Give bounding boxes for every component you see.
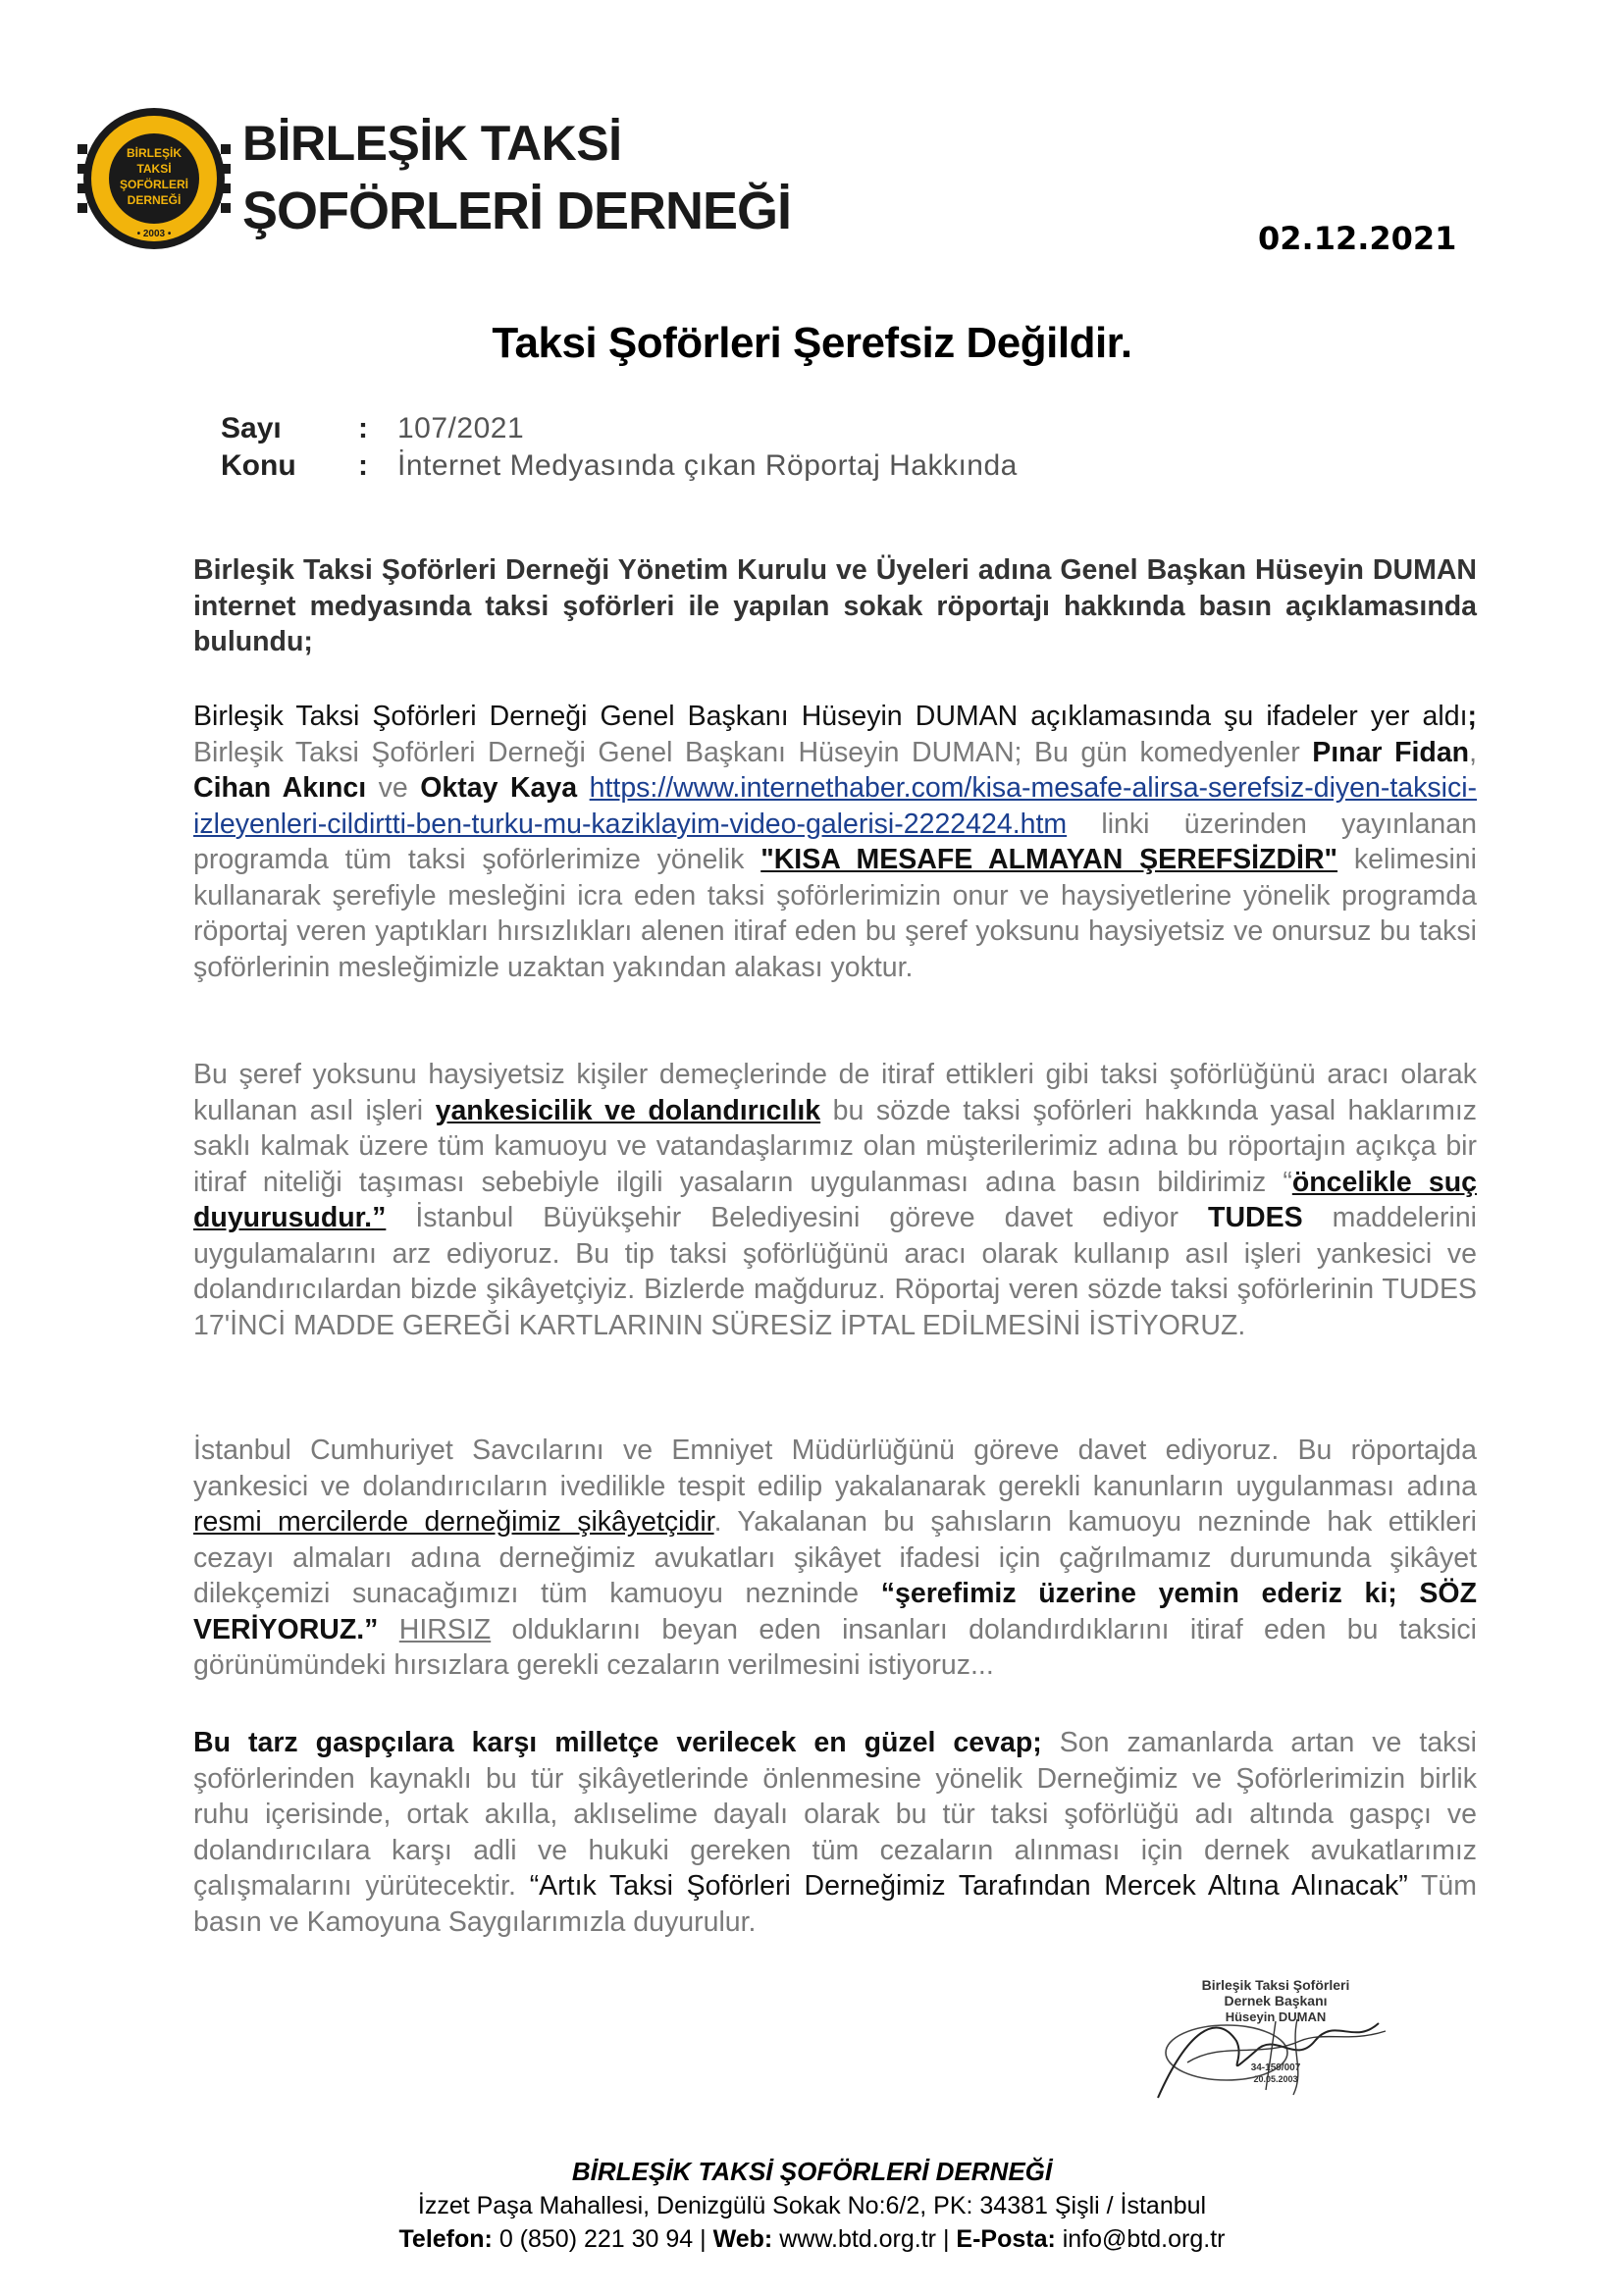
closing-paragraph bbox=[193, 1725, 1477, 1940]
intro-paragraph: Birleşik Taksi Şoförleri Derneği Yönetim Kurulu ve Üyeleri adına Genel Başkan Hüseyin DUMAN internet medyasında taksi şoförleri ile yapılan sokak röportajı hakkında basın açıklamasında bulundu; bbox=[193, 554, 1477, 657]
complaint-paragraph bbox=[193, 1057, 1477, 1343]
emphasis-phrase: yankesicilik ve dolandırıcılık bbox=[435, 1094, 821, 1126]
text-segment: Son zamanlarda artan ve taksi şoförlerinden kaynaklı bu tür şikâyetlerinde önlenmesine yönelik Derneğimiz ve Şoförlerimizin birlik ruhu içerisinde, ortak akılla, aklıselime dayalı olarak bu tür taksi şoförlüğü adı altında gaspçı ve dolandırıcılara karşı adli ve hukuki gereken tüm cezaların alınması için dernek avukatlarımız çalışmalarını yürütecektir. bbox=[193, 1727, 1477, 1902]
svg-text:ŞOFÖRLERİ DERNEĞİ: ŞOFÖRLERİ DERNEĞİ bbox=[242, 182, 792, 240]
phone-label: Telefon: bbox=[398, 2225, 493, 2253]
text-segment: Tüm basın ve Kamoyuna Saygılarımızla duyurulur. bbox=[193, 1870, 1477, 1938]
svg-text:20.05.2003: 20.05.2003 bbox=[1253, 2074, 1298, 2084]
text-segment: Birleşik Taksi Şoförleri Derneği Genel Başkanı Hüseyin DUMAN açıklamasında şu ifadeler yer aldı bbox=[193, 701, 1468, 732]
footer-contact bbox=[0, 2222, 1624, 2256]
reference-number-value: 107/2021 bbox=[397, 412, 525, 444]
svg-text:• 2003 •: • 2003 • bbox=[136, 229, 172, 239]
text-segment bbox=[378, 1614, 398, 1645]
text-segment: , bbox=[1469, 736, 1477, 768]
emphasis-phrase: öncelikle suç duyurusudur.” bbox=[193, 1166, 1477, 1233]
letterhead-footer bbox=[0, 2154, 1624, 2256]
text-segment: olduklarını beyan eden insanları dolandırdıklarını itiraf eden bu taksici görünümündeki hırsızlara gerekli cezaların verilmesini istiyoruz... bbox=[193, 1613, 1478, 1681]
text-segment: . Yakalanan bu şahısların kamuoyu nezninde hak ettikleri cezayı almaları adına derneğimiz avukatları şikâyet ifadesi için çağrılmamız durumunda şikâyet dilekçemizi sunacağımızı tüm kamuoyu nezninde bbox=[193, 1506, 1477, 1609]
text-segment: maddelerini uygulamalarını arz ediyoruz. Bu tip taksi şoförlüğünü aracı olarak kullanıp asıl işleri yankesici ve dolandırıcılardan bizde şikâyetçiyiz. Bizlerde mağduruz. Röportaj veren sözde taksi şoförlerinin TUDES 17'İNCİ MADDE GEREĞİ KARTLARININ SÜRESİZ İPTAL EDİLMESİNİ İSTİYORUZ. bbox=[193, 1202, 1477, 1341]
reference-number-row bbox=[221, 412, 1018, 449]
emphasis-phrase: Bu tarz gaspçılara karşı milletçe verilecek en güzel cevap; bbox=[193, 1727, 1042, 1758]
document-title: Taksi Şoförleri Şerefsiz Değildir. bbox=[492, 319, 1132, 367]
document-date: 02.12.2021 bbox=[1258, 220, 1457, 257]
emphasis-phrase: resmi mercilerde derneğimiz şikâyetçidir bbox=[193, 1506, 714, 1538]
statement-paragraph bbox=[193, 699, 1477, 985]
subject-label: Konu bbox=[221, 449, 296, 482]
text-segment: Bu şeref yoksunu haysiyetsiz kişiler demeçlerinde de itiraf ettikleri gibi taksi şoförlüğünü aracı olarak kullanan asıl işleri bbox=[193, 1059, 1477, 1126]
emphasis-phrase: “şerefimiz üzerine yemin ederiz ki; SÖZ VERİYORUZ.” bbox=[193, 1578, 1477, 1645]
website-link[interactable]: www.btd.org.tr bbox=[772, 2225, 943, 2253]
emphasis-phrase: HIRSIZ bbox=[398, 1613, 492, 1645]
subject-row bbox=[221, 449, 1018, 487]
footer-organization: BİRLEŞİK TAKSİ ŞOFÖRLERİ DERNEĞİ bbox=[571, 2157, 1053, 2186]
svg-text:TAKSİ: TAKSİ bbox=[136, 162, 172, 176]
text-segment: kelimesini kullanarak şerefiyle mesleğini icra eden taksi şoförlerimizin onur ve haysiyetlerine yönelik programda röportaj veren yaptıkları hırsızlıkları alenen itiraf eden bu şeref yoksunu haysiyetsiz ve onursuz bu taksi şoförlerinin mesleğimizle uzaktan yakından alakası yoktur. bbox=[193, 844, 1477, 983]
svg-text:Birleşik Taksi Şoförleri: Birleşik Taksi Şoförleri bbox=[1201, 1977, 1350, 1993]
svg-text:BİRLEŞİK TAKSİ: BİRLEŞİK TAKSİ bbox=[242, 116, 622, 171]
email-link[interactable]: info@btd.org.tr bbox=[1055, 2225, 1226, 2253]
text-segment: ; bbox=[1467, 701, 1477, 732]
svg-text:ŞOFÖRLERİ: ŞOFÖRLERİ bbox=[119, 178, 189, 191]
prosecutor-paragraph bbox=[193, 1433, 1477, 1684]
person-name: Pınar Fidan bbox=[1312, 736, 1470, 768]
phone-number: 0 (850) 221 30 94 bbox=[492, 2225, 701, 2253]
separator: : bbox=[358, 449, 368, 482]
person-name: Oktay Kaya bbox=[420, 772, 578, 804]
text-segment: Birleşik Taksi Şoförleri Derneği Genel Başkanı Hüseyin DUMAN; Bu gün komedyenler bbox=[193, 736, 1313, 768]
reference-number-label: Sayı bbox=[221, 412, 282, 444]
quoted-phrase: “Artık Taksi Şoförleri Derneğimiz Tarafından Mercek Altına Alınacak” bbox=[529, 1870, 1408, 1902]
svg-text:34-159/007: 34-159/007 bbox=[1250, 2062, 1301, 2073]
email-label: E-Posta: bbox=[956, 2225, 1056, 2253]
svg-text:Dernek Başkanı: Dernek Başkanı bbox=[1224, 1993, 1328, 2009]
text-segment: İstanbul Büyükşehir Belediyesini göreve davet ediyor bbox=[386, 1202, 1209, 1233]
association-logo bbox=[74, 93, 792, 265]
signature-stamp bbox=[1128, 1972, 1403, 2119]
svg-text:BİRLEŞİK: BİRLEŞİK bbox=[126, 146, 183, 160]
separator: | bbox=[942, 2225, 957, 2253]
text-segment: linki üzerinden yayınlanan programda tüm taksi şoförlerimize yönelik bbox=[193, 808, 1477, 875]
footer-address: İzzet Paşa Mahallesi, Denizgülü Sokak No:6/2, PK: 34381 Şişli / İstanbul bbox=[417, 2192, 1207, 2219]
person-name: Cihan Akıncı bbox=[193, 772, 367, 804]
video-link[interactable]: https://www.internethaber.com/kisa-mesafe-alirsa-serefsiz-diyen-taksici-izleyenleri-cildirtti-ben-turku-mu-kaziklayim-video-galerisi-2222424.htm bbox=[193, 772, 1478, 840]
subject-value: İnternet Medyasında çıkan Röportaj Hakkında bbox=[397, 449, 1018, 482]
text-segment bbox=[577, 772, 590, 804]
emphasis-phrase: TUDES bbox=[1208, 1202, 1303, 1233]
text-segment: ve bbox=[366, 772, 421, 804]
separator: : bbox=[358, 412, 368, 444]
document-reference bbox=[221, 412, 1018, 487]
text-segment: bu sözde taksi şoförleri hakkında yasal haklarımız saklı kalmak üzere tüm kamuoyu ve vatandaşlarımız olan müşterilerimiz adına bu röportajın açıkça bir itiraf niteliği taşıması sebebiyle ilgili yasaların uygulanması adına basın bildirimiz “ bbox=[193, 1094, 1478, 1198]
web-label: Web: bbox=[712, 2225, 773, 2253]
separator: | bbox=[700, 2225, 713, 2253]
quoted-phrase: "KISA MESAFE ALMAYAN ŞEREFSİZDİR" bbox=[760, 844, 1338, 875]
text-segment: İstanbul Cumhuriyet Savcılarını ve Emniyet Müdürlüğünü göreve davet ediyoruz. Bu röportajda yankesici ve dolandırıcıların ivedilikle tespit edilip yakalanarak gerekli kanunların uygulanması adına bbox=[193, 1435, 1477, 1502]
svg-text:Hüseyin DUMAN: Hüseyin DUMAN bbox=[1225, 2009, 1327, 2024]
svg-text:DERNEĞİ: DERNEĞİ bbox=[127, 193, 182, 207]
